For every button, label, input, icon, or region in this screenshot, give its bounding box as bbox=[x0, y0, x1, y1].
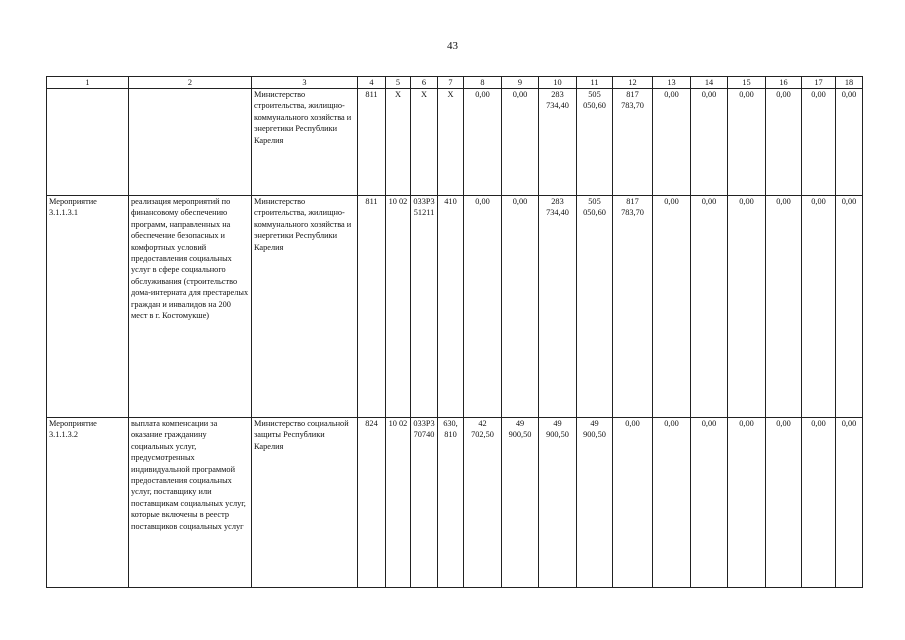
description-cell: выплата компенсации за оказание гражданину социальных услуг, предусмотренных индивидуальной программой предоставления социальных услуг, поставщику или поставщикам социальных услуг, которые включены в реестр поставщиков социальных услуг bbox=[129, 418, 252, 588]
header-cell: 14 bbox=[691, 77, 728, 89]
value-cell: 0,00 bbox=[766, 196, 802, 418]
value-cell: 0,00 bbox=[502, 196, 539, 418]
value-cell: 0,00 bbox=[691, 89, 728, 196]
value-cell: 0,00 bbox=[728, 418, 766, 588]
value-cell: 824 bbox=[358, 418, 386, 588]
value-cell: 0,00 bbox=[836, 196, 863, 418]
table-row bbox=[47, 196, 863, 418]
executor-cell: Министерство строительства, жилищно-коммунального хозяйства и энергетики Республики Карелия bbox=[252, 196, 358, 418]
value-cell: 033Р3 70740 bbox=[411, 418, 438, 588]
value-cell: 811 bbox=[358, 89, 386, 196]
value-cell: 0,00 bbox=[653, 196, 691, 418]
header-cell: 15 bbox=[728, 77, 766, 89]
value-cell: 283 734,40 bbox=[539, 196, 577, 418]
value-cell: Х bbox=[438, 89, 464, 196]
value-cell: 0,00 bbox=[691, 418, 728, 588]
measure-cell: Мероприятие 3.1.1.3.2 bbox=[47, 418, 129, 588]
value-cell: 0,00 bbox=[728, 196, 766, 418]
header-cell: 11 bbox=[577, 77, 613, 89]
header-cell: 17 bbox=[802, 77, 836, 89]
description-cell bbox=[129, 89, 252, 196]
value-cell: 42 702,50 bbox=[464, 418, 502, 588]
value-cell: 0,00 bbox=[653, 418, 691, 588]
header-cell: 7 bbox=[438, 77, 464, 89]
header-cell: 12 bbox=[613, 77, 653, 89]
value-cell: 49 900,50 bbox=[577, 418, 613, 588]
header-cell: 16 bbox=[766, 77, 802, 89]
value-cell: 283 734,40 bbox=[539, 89, 577, 196]
header-cell: 5 bbox=[386, 77, 411, 89]
value-cell: 811 bbox=[358, 196, 386, 418]
header-cell: 8 bbox=[464, 77, 502, 89]
value-cell: 0,00 bbox=[836, 418, 863, 588]
header-cell: 1 bbox=[47, 77, 129, 89]
value-cell: 0,00 bbox=[728, 89, 766, 196]
measure-cell bbox=[47, 89, 129, 196]
value-cell: 0,00 bbox=[802, 196, 836, 418]
executor-cell: Министерство строительства, жилищно-коммунального хозяйства и энергетики Республики Карелия bbox=[252, 89, 358, 196]
value-cell: 0,00 bbox=[802, 418, 836, 588]
header-cell: 4 bbox=[358, 77, 386, 89]
value-cell: 0,00 bbox=[464, 89, 502, 196]
header-row bbox=[47, 77, 863, 89]
header-cell: 13 bbox=[653, 77, 691, 89]
value-cell: 505 050,60 bbox=[577, 89, 613, 196]
value-cell: 410 bbox=[438, 196, 464, 418]
value-cell: Х bbox=[386, 89, 411, 196]
value-cell: 0,00 bbox=[836, 89, 863, 196]
value-cell: 817 783,70 bbox=[613, 196, 653, 418]
header-cell: 10 bbox=[539, 77, 577, 89]
value-cell: 033Р3 51211 bbox=[411, 196, 438, 418]
measure-cell: Мероприятие 3.1.1.3.1 bbox=[47, 196, 129, 418]
value-cell: 0,00 bbox=[766, 89, 802, 196]
value-cell: Х bbox=[411, 89, 438, 196]
value-cell: 0,00 bbox=[613, 418, 653, 588]
value-cell: 10 02 bbox=[386, 418, 411, 588]
header-cell: 3 bbox=[252, 77, 358, 89]
header-cell: 18 bbox=[836, 77, 863, 89]
budget-table bbox=[46, 76, 863, 588]
value-cell: 0,00 bbox=[691, 196, 728, 418]
value-cell: 0,00 bbox=[502, 89, 539, 196]
value-cell: 49 900,50 bbox=[502, 418, 539, 588]
executor-cell: Министерство социальной защиты Республики Карелия bbox=[252, 418, 358, 588]
table-row bbox=[47, 89, 863, 196]
header-cell: 2 bbox=[129, 77, 252, 89]
table-row bbox=[47, 418, 863, 588]
header-cell: 6 bbox=[411, 77, 438, 89]
value-cell: 817 783,70 bbox=[613, 89, 653, 196]
header-cell: 9 bbox=[502, 77, 539, 89]
page-number: 43 bbox=[447, 40, 458, 52]
value-cell: 0,00 bbox=[802, 89, 836, 196]
value-cell: 0,00 bbox=[653, 89, 691, 196]
value-cell: 630, 810 bbox=[438, 418, 464, 588]
value-cell: 49 900,50 bbox=[539, 418, 577, 588]
value-cell: 10 02 bbox=[386, 196, 411, 418]
description-cell: реализация мероприятий по финансовому обеспечению программ, направленных на обеспечение безопасных и комфортных условий предоставления социальных услуг в сфере социального обслуживания (строительство дома-интерната для престарелых граждан и инвалидов на 200 мест в г. Костомукше) bbox=[129, 196, 252, 418]
value-cell: 0,00 bbox=[464, 196, 502, 418]
value-cell: 0,00 bbox=[766, 418, 802, 588]
value-cell: 505 050,60 bbox=[577, 196, 613, 418]
